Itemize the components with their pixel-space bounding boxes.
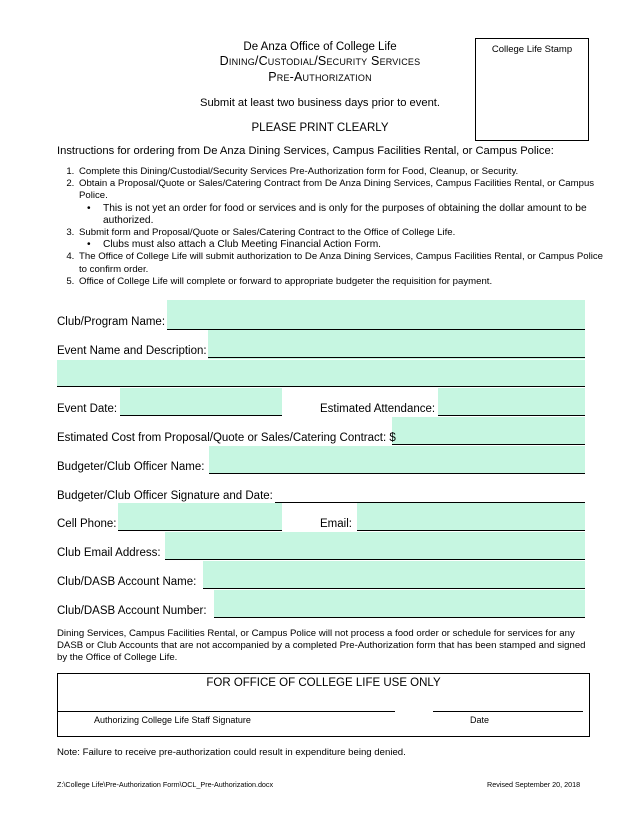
account-name-underline <box>203 588 585 589</box>
club-program-label: Club/Program Name: <box>57 316 166 328</box>
event-date-label: Event Date: <box>57 403 118 415</box>
staff-date-label: Date <box>470 715 490 725</box>
attendance-field[interactable] <box>438 388 585 416</box>
list-item: 4. The Office of College Life will submit authorization to De Anza Dining Services, Campus Facilities Rental, or Campus Police to confirm order. <box>77 251 607 275</box>
submit-notice: Submit at least two business days prior to event. <box>199 97 441 109</box>
officer-signature-label: Budgeter/Club Officer Signature and Date: <box>57 490 273 502</box>
account-name-field[interactable] <box>203 561 585 589</box>
cell-phone-label: Cell Phone: <box>57 518 117 530</box>
college-life-stamp-box <box>475 38 589 141</box>
estimated-cost-label: Estimated Cost from Proposal/Quote or Sales/Catering Contract: $ <box>57 432 396 444</box>
account-name-label: Club/DASB Account Name: <box>57 576 197 588</box>
staff-date-line[interactable] <box>433 711 583 712</box>
estimated-cost-field[interactable] <box>392 417 585 445</box>
club-email-field[interactable] <box>165 532 585 560</box>
processing-note: Dining Services, Campus Facilities Rental, or Campus Police will not process a food order or schedule for services for any DASB or Club Accounts that are not accompanied by a completed Pre-Authorization form that has been stamped and signed by the Office of College Life. <box>57 628 586 664</box>
club-email-underline <box>165 559 585 560</box>
event-date-underline <box>120 415 282 416</box>
staff-signature-line[interactable] <box>57 711 395 712</box>
event-description-underline <box>57 386 585 387</box>
office-use-title: FOR OFFICE OF COLLEGE LIFE USE ONLY <box>206 677 441 689</box>
list-item: 3. Submit form and Proposal/Quote or Sales/Catering Contract to the Office of College Life. • Clubs must also attach a Club Meeting Financial Action Form. <box>77 227 607 251</box>
staff-signature-label: Authorizing College Life Staff Signature <box>94 715 251 725</box>
revision-date: Revised September 20, 2018 <box>487 780 581 789</box>
cell-phone-field[interactable] <box>118 503 282 531</box>
stamp-label: College Life Stamp <box>491 44 573 55</box>
event-name-field[interactable] <box>208 330 585 359</box>
cell-phone-underline <box>118 530 282 531</box>
list-item: • This is not yet an order for food or services and is only for the purposes of obtaining the dollar amount to be authorized. <box>101 203 607 227</box>
instructions-list <box>57 166 607 288</box>
event-date-field[interactable] <box>120 388 282 416</box>
form-subtitle: Pre-Authorization <box>268 70 372 84</box>
file-path: Z:\College Life\Pre-Authorization Form\OCL_Pre-Authorization.docx <box>57 780 274 789</box>
club-email-label: Club Email Address: <box>57 547 161 559</box>
email-underline <box>357 530 585 531</box>
officer-name-field[interactable] <box>209 446 585 474</box>
officer-name-label: Budgeter/Club Officer Name: <box>57 461 205 473</box>
account-number-label: Club/DASB Account Number: <box>57 605 207 617</box>
list-item: • Clubs must also attach a Club Meeting Financial Action Form. <box>101 239 607 251</box>
instructions-heading: Instructions for ordering from De Anza Dining Services, Campus Facilities Rental, or Campus Police: <box>57 145 554 157</box>
list-item: 1. Complete this Dining/Custodial/Security Services Pre-Authorization form for Food, Cleanup, or Security. <box>77 166 607 178</box>
email-field[interactable] <box>357 503 585 531</box>
estimated-cost-underline <box>392 444 585 445</box>
form-title: Dining/Custodial/Security Services <box>219 54 421 68</box>
account-number-field[interactable] <box>214 590 585 618</box>
officer-name-underline <box>209 473 585 474</box>
list-item: 5. Office of College Life will complete or forward to appropriate budgeter the requisition for payment. <box>77 276 607 288</box>
event-name-underline <box>208 357 585 358</box>
expenditure-warning: Note: Failure to receive pre-authorization could result in expenditure being denied. <box>57 747 406 758</box>
account-number-underline <box>214 617 585 618</box>
event-description-field[interactable] <box>57 360 585 386</box>
attendance-label: Estimated Attendance: <box>320 403 436 415</box>
event-name-label: Event Name and Description: <box>57 345 207 357</box>
print-notice: PLEASE PRINT CLEARLY <box>251 122 389 134</box>
club-program-field[interactable] <box>167 300 585 330</box>
attendance-underline <box>438 415 585 416</box>
list-item: 2. Obtain a Proposal/Quote or Sales/Catering Contract from De Anza Dining Services, Campus Facilities Rental, or Campus Police. • This is not yet an order for food or services and is only for the purposes of obtaining the dollar amount to be authorized. <box>77 178 607 227</box>
office-name: De Anza Office of College Life <box>243 41 397 53</box>
email-label: Email: <box>320 518 352 530</box>
